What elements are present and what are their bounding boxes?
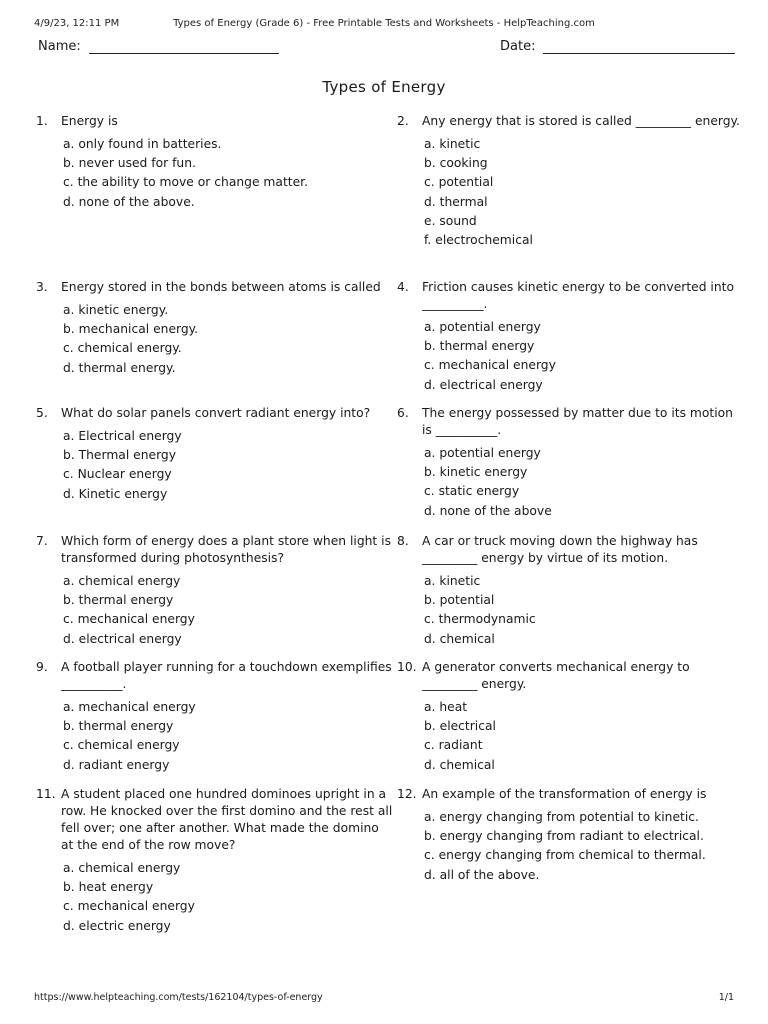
answer-choice[interactable]: c. mechanical energy	[63, 899, 195, 914]
question-body	[61, 533, 397, 659]
answer-choice[interactable]: a. chemical energy	[63, 861, 181, 875]
question-text: Energy stored in the bonds between atoms is called	[61, 280, 381, 294]
name-blank-line[interactable]	[89, 40, 279, 54]
answer-choice[interactable]: c. Nuclear energy	[63, 467, 172, 482]
question-item	[397, 533, 746, 659]
answer-choices	[422, 699, 746, 776]
question-item	[397, 405, 746, 533]
answer-choice[interactable]: a. Electrical energy	[63, 429, 182, 443]
worksheet-title: Types of Energy	[322, 78, 446, 96]
question-text: What do solar panels convert radiant energy into?	[61, 406, 371, 420]
answer-choices	[422, 136, 746, 251]
question-text: An example of the transformation of energy is	[422, 787, 707, 801]
answer-choice[interactable]: d. none of the above	[424, 503, 552, 518]
answer-choice[interactable]: c. mechanical energy	[63, 612, 195, 627]
answer-choice[interactable]: d. electric energy	[63, 918, 171, 933]
answer-choice[interactable]: a. kinetic energy.	[63, 303, 169, 317]
answer-choice[interactable]: a. chemical energy	[63, 574, 181, 588]
answer-choice[interactable]: a. only found in batteries.	[63, 137, 222, 151]
answer-choice[interactable]: d. thermal energy.	[63, 360, 176, 375]
question-item	[397, 659, 746, 786]
answer-choice[interactable]: d. electrical energy	[63, 631, 182, 646]
answer-choice[interactable]: c. mechanical energy	[424, 358, 556, 373]
answer-choice[interactable]: d. radiant energy	[63, 757, 170, 772]
question-number: 9.	[36, 660, 48, 674]
question-number: 6.	[397, 406, 409, 420]
answer-choices	[61, 136, 397, 213]
page-url: https://www.helpteaching.com/tests/162104/types-of-energy	[34, 992, 323, 1003]
answer-choice[interactable]: a. heat	[424, 700, 468, 714]
answer-choice[interactable]: d. Kinetic energy	[63, 486, 168, 501]
answer-choice[interactable]: c. potential	[424, 175, 494, 190]
name-field	[38, 39, 279, 54]
answer-choices	[61, 573, 397, 650]
question-number: 8.	[397, 534, 409, 548]
question-item	[36, 533, 397, 659]
question-text: Any energy that is stored is called _________ energy.	[422, 114, 740, 128]
question-item	[397, 279, 746, 405]
question-text: A football player running for a touchdown exemplifies __________.	[61, 660, 392, 691]
answer-choice[interactable]: b. thermal energy	[63, 593, 174, 608]
question-body	[61, 113, 397, 279]
question-body	[422, 279, 746, 405]
answer-choices	[422, 573, 746, 650]
answer-choice[interactable]: c. the ability to move or change matter.	[63, 175, 308, 190]
question-text: Friction causes kinetic energy to be converted into __________.	[422, 280, 734, 311]
answer-choice[interactable]: a. potential energy	[424, 320, 541, 334]
question-body	[61, 786, 397, 966]
question-number: 11.	[36, 787, 56, 801]
question-number: 2.	[397, 114, 409, 128]
question-text: The energy possessed by matter due to its motion is __________.	[422, 406, 733, 437]
answer-choice[interactable]: c. chemical energy	[63, 738, 180, 753]
question-text: A generator converts mechanical energy to _________ energy.	[422, 660, 690, 691]
answer-choice[interactable]: b. kinetic energy	[424, 465, 528, 480]
answer-choice[interactable]: b. mechanical energy.	[63, 322, 199, 337]
question-text: Which form of energy does a plant store when light is transformed during photosynthesis?	[61, 534, 391, 565]
answer-choice[interactable]: a. kinetic	[424, 137, 481, 151]
print-date-time: 4/9/23, 12:11 PM	[34, 18, 120, 29]
question-item	[36, 279, 397, 405]
answer-choice[interactable]: a. kinetic	[424, 574, 481, 588]
answer-choice[interactable]: b. Thermal energy	[63, 448, 177, 463]
question-number: 7.	[36, 534, 48, 548]
answer-choices	[61, 302, 397, 379]
answer-choices	[422, 809, 746, 886]
answer-choice[interactable]: c. static energy	[424, 484, 520, 499]
answer-choice[interactable]: c. energy changing from chemical to thermal.	[424, 848, 706, 863]
date-blank-line[interactable]	[543, 40, 735, 54]
answer-choice[interactable]: d. none of the above.	[63, 194, 195, 209]
answer-choice[interactable]: f. electrochemical	[424, 232, 533, 247]
question-body	[422, 113, 746, 279]
question-grid	[36, 113, 746, 966]
answer-choice[interactable]: b. thermal energy	[63, 719, 174, 734]
question-number: 12.	[397, 787, 417, 801]
print-page-heading: Types of Energy (Grade 6) - Free Printable Tests and Worksheets - HelpTeaching.com	[173, 18, 595, 29]
question-body	[422, 405, 746, 533]
answer-choice[interactable]: b. thermal energy	[424, 339, 535, 354]
answer-choice[interactable]: c. radiant	[424, 738, 483, 753]
question-item	[397, 113, 746, 279]
question-body	[422, 786, 746, 966]
answer-choices	[61, 860, 397, 937]
question-number: 5.	[36, 406, 48, 420]
date-field	[500, 39, 735, 54]
answer-choice[interactable]: b. energy changing from radiant to electrical.	[424, 829, 704, 844]
name-label: Name:	[38, 39, 81, 54]
answer-choice[interactable]: b. cooking	[424, 156, 488, 171]
question-body	[61, 279, 397, 405]
question-text: Energy is	[61, 114, 118, 128]
question-number: 4.	[397, 280, 409, 294]
answer-choice[interactable]: b. electrical	[424, 719, 496, 734]
answer-choice[interactable]: b. heat energy	[63, 880, 154, 895]
answer-choice[interactable]: b. never used for fun.	[63, 156, 196, 171]
question-body	[422, 659, 746, 786]
question-body	[61, 659, 397, 786]
answer-choices	[422, 319, 746, 396]
question-number: 1.	[36, 114, 48, 128]
page-count: 1/1	[718, 992, 734, 1003]
question-body	[422, 533, 746, 659]
answer-choice[interactable]: b. potential	[424, 593, 495, 608]
answer-choice[interactable]: c. chemical energy.	[63, 341, 182, 356]
answer-choice[interactable]: d. all of the above.	[424, 867, 540, 882]
answer-choice[interactable]: c. thermodynamic	[424, 612, 536, 627]
answer-choice[interactable]: a. potential energy	[424, 446, 541, 460]
question-text: A car or truck moving down the highway has _________ energy by virtue of its motion.	[422, 534, 698, 565]
question-item	[36, 786, 397, 966]
date-label: Date:	[500, 39, 536, 54]
answer-choice[interactable]: d. electrical energy	[424, 377, 543, 392]
question-number: 10.	[397, 660, 417, 674]
question-item	[36, 113, 397, 279]
answer-choice[interactable]: a. energy changing from potential to kinetic.	[424, 810, 699, 824]
answer-choice[interactable]: d. chemical	[424, 757, 495, 772]
answer-choice[interactable]: e. sound	[424, 213, 477, 228]
answer-choices	[61, 699, 397, 776]
question-number: 3.	[36, 280, 48, 294]
answer-choices	[61, 428, 397, 505]
question-text: A student placed one hundred dominoes upright in a row. He knocked over the first domino and the rest all fell over; one after another. What made the domino at the end of the row move?	[61, 787, 393, 852]
answer-choice[interactable]: d. chemical	[424, 631, 495, 646]
question-item	[36, 405, 397, 533]
question-body	[61, 405, 397, 533]
question-item	[397, 786, 746, 966]
answer-choice[interactable]: a. mechanical energy	[63, 700, 196, 714]
answer-choice[interactable]: d. thermal	[424, 194, 488, 209]
question-item	[36, 659, 397, 786]
answer-choices	[422, 445, 746, 522]
